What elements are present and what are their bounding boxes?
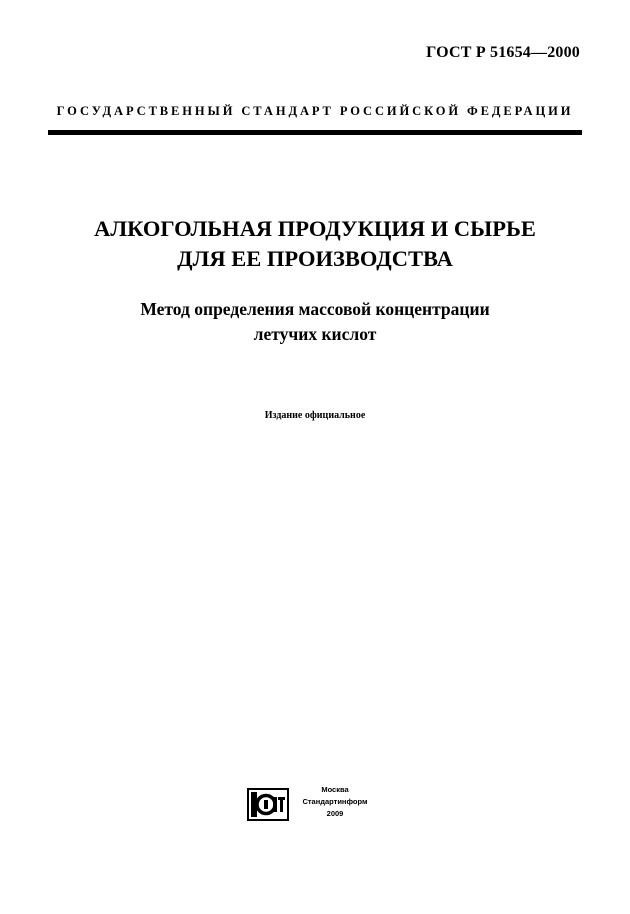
header-rule [48,130,582,135]
imprint-publisher: Стандартинформ [302,797,368,806]
document-number: ГОСТ Р 51654—2000 [426,44,580,61]
imprint-year: 2009 [326,809,344,818]
standard-header: ГОСУДАРСТВЕННЫЙ СТАНДАРТ РОССИЙСКОЙ ФЕДЕРАЦИИ [56,104,574,118]
imprint-city: Москва [321,785,349,794]
title-line: ДЛЯ ЕЕ ПРОИЗВОДСТВА [177,246,453,271]
edition-note: Издание официальное [264,410,366,421]
document-subtitle [0,297,630,347]
subtitle-line: летучих кислот [253,324,377,344]
title-line: АЛКОГОЛЬНАЯ ПРОДУКЦИЯ И СЫРЬЕ [94,216,536,241]
document-title [0,214,630,274]
subtitle-line: Метод определения массовой концентрации [140,299,490,319]
standartinform-logo-icon [247,788,289,821]
publisher-imprint [294,784,376,820]
